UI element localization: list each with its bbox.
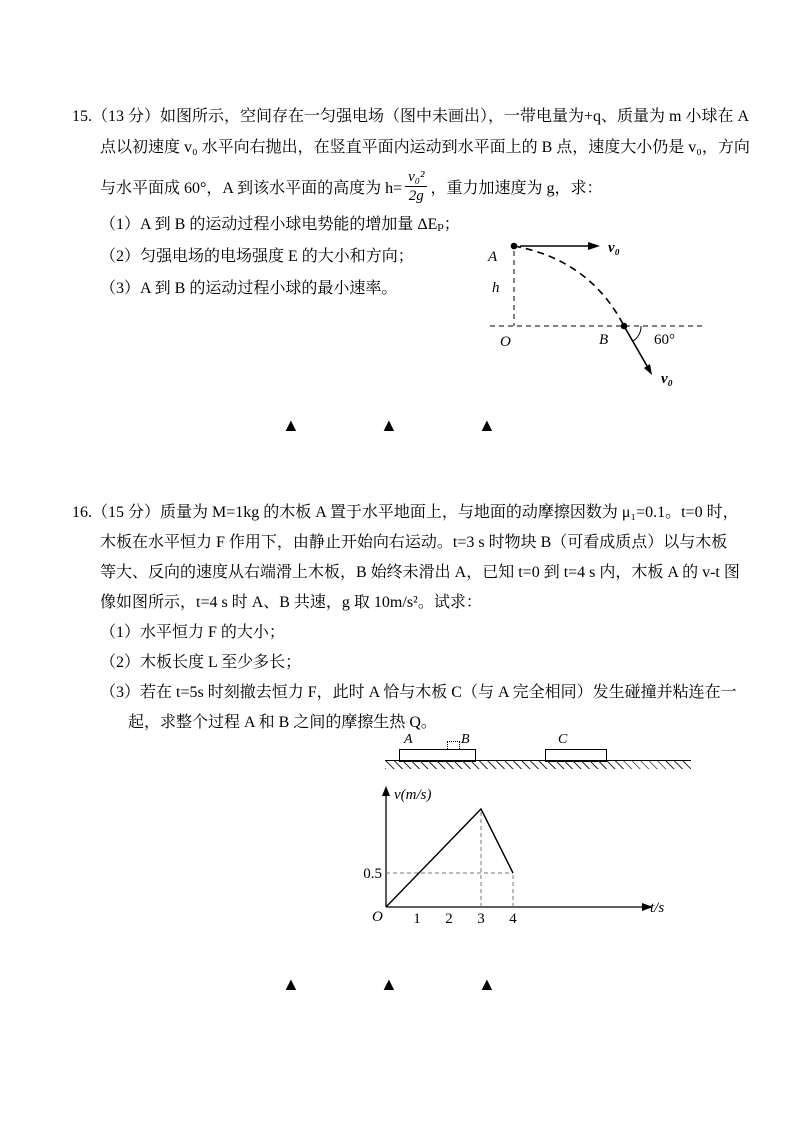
label-h: h [492,280,500,296]
block-A-label: A [404,732,413,747]
p16-item-3: （3）若在 t=5s 时刻撤去恒力 F，此时 A 恰与木板 C（与 A 完全相同）发生碰撞并粘连在一 [100,684,737,701]
separator-triangle: ▲ [380,415,398,435]
trajectory-curve [514,246,624,326]
v0-final-arrowhead-icon [644,364,652,375]
graph-origin-label: O [372,909,383,925]
y-axis-label: v(m/s) [394,787,432,803]
p15-line-2: 点以初速度 v₀ 水平向右抛出，在竖直平面内运动到水平面上的 B 点，速度大小仍是 v₀，方向 [100,139,750,156]
v0-initial-arrowhead-icon [588,242,600,250]
x-tick-2: 2 [445,911,453,927]
ground-hatching [385,760,691,769]
p15-line-3 [100,163,744,209]
problem-16 [72,498,748,738]
separator-triangle: ▲ [282,974,300,994]
p16-item-1: （1）水平恒力 F 的大小； [100,624,285,641]
x-tick-1: 1 [413,911,421,927]
p15-item-3: （3）A 到 B 的运动过程小球的最小速率。 [100,280,398,297]
p15-item-1: （1）A 到 B 的运动过程小球电势能的增加量 ΔEₚ； [100,216,460,233]
v0-final-arrow-shaft [624,326,647,366]
p15-line-3-post: ，重力加速度为 g，求： [430,179,603,197]
label-angle: 60° [654,332,675,348]
label-v0-final: v₀ [661,371,673,387]
height-fraction [405,168,427,205]
p16-line-2: 木板在水平恒力 F 作用下，由静止开始向右运动。t=3 s 时物块 B（可看成质点）以与木板 [100,534,728,551]
separator-triangle: ▲ [478,974,496,994]
p16-item-2: （2）木板长度 L 至少多长； [100,654,302,671]
velocity-curve [386,809,513,907]
separator-triangle: ▲ [478,415,496,435]
angle-arc [633,326,641,341]
x-tick-3: 3 [477,911,485,927]
fraction-numerator: v₀² [405,168,427,187]
p16-item-3-continuation: 起，求整个过程 A 和 B 之间的摩擦生热 Q。 [128,714,437,731]
label-B: B [599,332,609,348]
separator-triangle: ▲ [282,415,300,435]
block-B-label: B [461,732,470,747]
x-tick-4: 4 [509,911,517,927]
label-A: A [488,249,498,265]
p15-item-2: （2）匀强电场的电场强度 E 的大小和方向； [100,248,414,265]
y-axis-arrowhead-icon [382,786,390,796]
x-axis-label: t/s [650,900,665,916]
label-O: O [500,334,511,350]
p16-line-3: 等大、反向的速度从右端滑上木板，B 始终未滑出 A，已知 t=0 到 t=4 s 内，木板 A 的 v-t 图 [100,564,740,581]
separator-triangle: ▲ [380,974,398,994]
vt-graph [358,782,670,932]
p16-line-4: 像如图所示，t=4 s 时 A、B 共速，g 取 10m/s²。试求： [100,594,482,611]
block-C-label: C [558,732,568,747]
fraction-denominator: 2g [408,187,424,204]
projectile-figure [468,222,718,400]
p15-line-1: 15.（13 分）如图所示，空间存在一匀强电场（图中未画出），一带电量为+q、质量为 m 小球在 A [72,108,750,125]
p16-line-1: 16.（15 分）质量为 M=1kg 的木板 A 置于水平地面上，与地面的动摩擦因数为 μ₁=0.1。t=0 时， [72,504,739,521]
label-v0-initial: v₀ [608,240,620,256]
p15-line-3-pre: 与水平面成 60°，A 到该水平面的高度为 h= [100,179,403,197]
y-tick-0.5: 0.5 [363,866,382,882]
